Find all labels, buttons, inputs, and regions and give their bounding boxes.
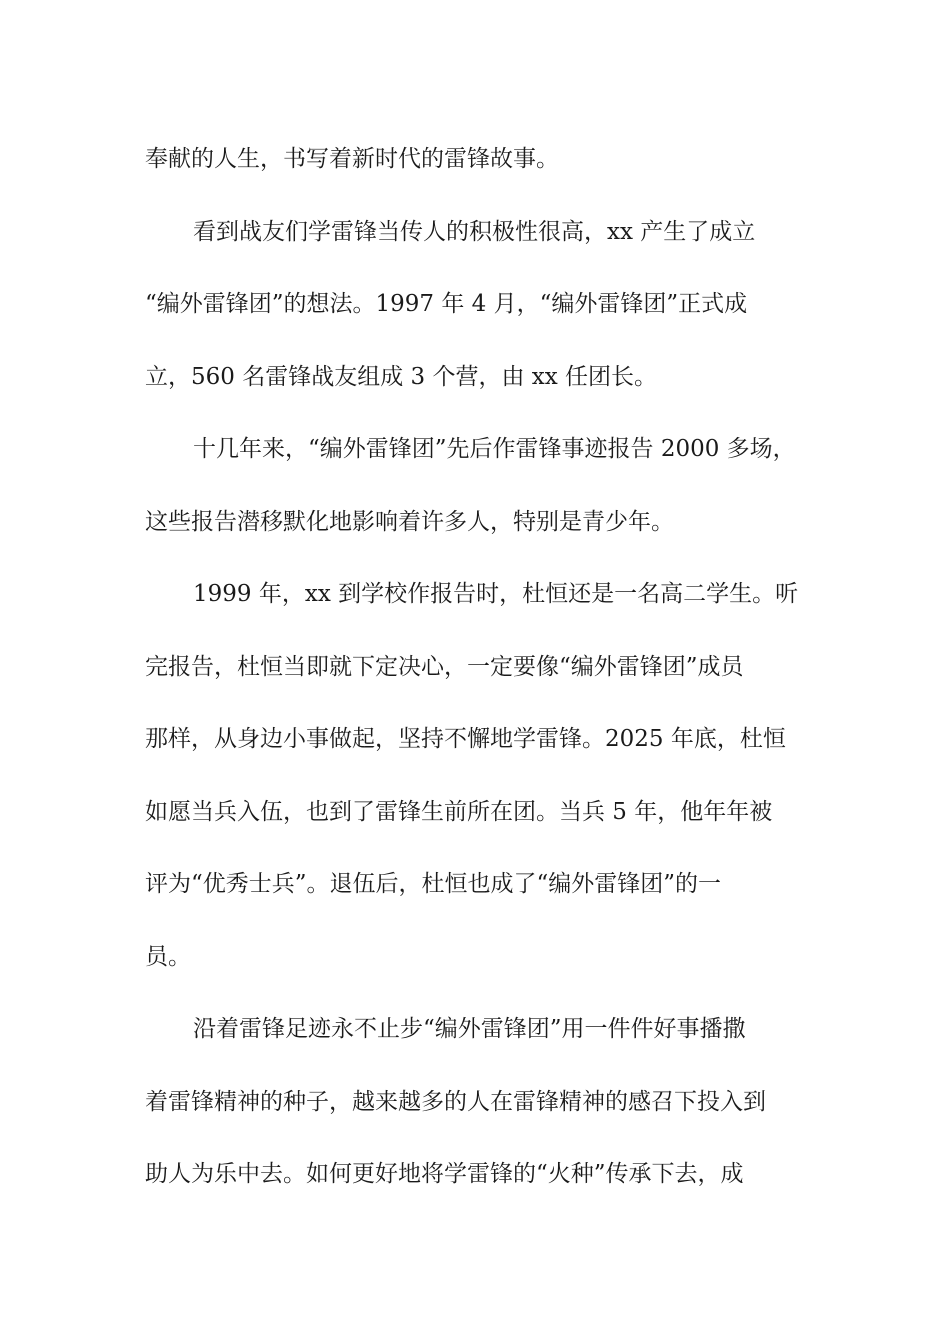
text-line-12: 员。 <box>145 943 191 970</box>
text-line-1: 奉献的人生，书写着新时代的雷锋故事。 <box>145 146 559 172</box>
text-line-6: 这些报告潜移默化地影响着许多人，特别是青少年。 <box>145 508 674 535</box>
text-line-10: 如愿当兵入伍，也到了雷锋生前所在团。当兵 5 年，他年年被 <box>145 798 773 825</box>
text-line-4: 立，560 名雷锋战友组成 3 个营，由 xx 任团长。 <box>145 363 658 390</box>
text-line-15: 助人为乐中去。如何更好地将学雷锋的“火种”传承下去，成 <box>145 1161 744 1187</box>
text-line-3: “编外雷锋团”的想法。1997 年 4 月，“编外雷锋团”正式成 <box>145 291 748 317</box>
text-line-9: 那样，从身边小事做起，坚持不懈地学雷锋。2025 年底，杜恒 <box>145 726 786 752</box>
text-line-2: 看到战友们学雷锋当传人的积极性很高，xx 产生了成立 <box>193 218 756 245</box>
text-line-13: 沿着雷锋足迹永不止步“编外雷锋团”用一件件好事播撒 <box>193 1016 746 1042</box>
text-line-5: 十几年来，“编外雷锋团”先后作雷锋事迹报告 2000 多场， <box>193 436 796 462</box>
text-line-7: 1999 年，xx 到学校作报告时，杜恒还是一名高二学生。听 <box>193 581 799 607</box>
text-line-8: 完报告，杜恒当即就下定决心，一定要像“编外雷锋团”成员 <box>145 653 744 680</box>
text-line-11: 评为“优秀士兵”。退伍后，杜恒也成了“编外雷锋团”的一 <box>145 871 722 897</box>
body-text <box>145 123 813 1211</box>
text-line-14: 着雷锋精神的种子，越来越多的人在雷锋精神的感召下投入到 <box>145 1088 766 1115</box>
